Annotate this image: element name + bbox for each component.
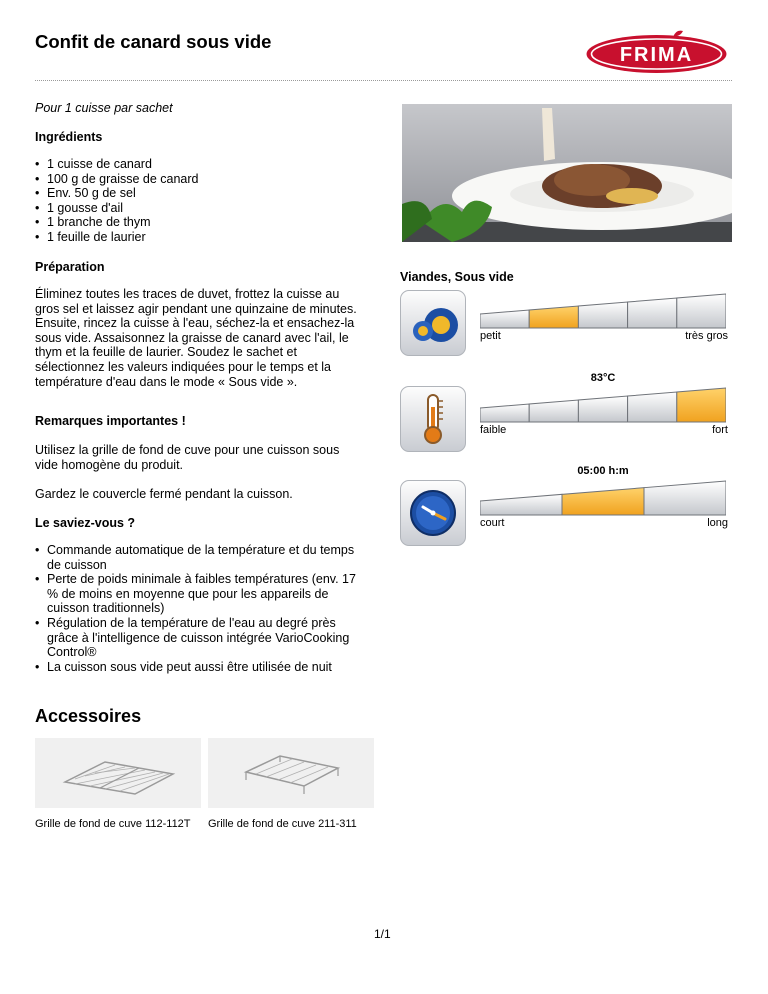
scale-max-label: fort	[712, 424, 728, 436]
temperature-value: 83°C	[590, 372, 616, 384]
list-item: • 1 feuille de laurier	[35, 230, 365, 245]
page-number: 1/1	[374, 927, 391, 941]
bar-segment	[480, 494, 562, 515]
page-title: Confit de canard sous vide	[35, 31, 272, 52]
remarks-paragraph: Gardez le couvercle fermé pendant la cuisson.	[35, 487, 293, 501]
grid-rack-image	[35, 738, 201, 808]
scale-max-label: long	[707, 517, 728, 529]
bar-segment-active	[677, 388, 726, 422]
grid-basket-image	[208, 738, 374, 808]
bar-segment	[628, 298, 677, 328]
scale-min-label: court	[480, 517, 505, 529]
dish-photo	[402, 104, 732, 242]
accessory-caption: Grille de fond de cuve 211-311	[208, 818, 357, 830]
bar-segment	[480, 310, 529, 328]
tips-heading: Le saviez-vous ?	[35, 516, 136, 530]
remarks-heading: Remarques importantes !	[35, 414, 186, 428]
bar-segment	[677, 294, 726, 328]
remarks-paragraph: Utilisez la grille de fond de cuve pour une cuisson sous vide homogène du produit.	[35, 443, 340, 472]
preparation-heading: Préparation	[35, 260, 105, 274]
time-value: 05:00 h:m	[577, 465, 629, 477]
bar-segment	[578, 396, 627, 422]
tips-list	[35, 543, 365, 674]
list-item: • Env. 50 g de sel	[35, 186, 365, 201]
list-item: • 100 g de graisse de canard	[35, 172, 365, 187]
bar-segment	[529, 400, 578, 422]
bar-segment	[480, 404, 529, 422]
bar-segment	[578, 302, 627, 328]
bar-segment	[628, 392, 677, 422]
list-item: • 1 branche de thym	[35, 215, 365, 230]
frima-logo	[585, 28, 728, 74]
bar-segment-active	[529, 306, 578, 328]
temperature-bar	[480, 386, 726, 423]
thermometer-icon	[400, 386, 466, 452]
list-item: • Commande automatique de la température et du temps de cuisson	[35, 543, 365, 572]
list-item: • La cuisson sous vide peut aussi être utilisée de nuit	[35, 660, 365, 675]
portion-text: Pour 1 cuisse par sachet	[35, 101, 173, 115]
ingredients-list	[35, 157, 365, 245]
svg-text:FRIMA: FRIMA	[619, 44, 694, 66]
scale-max-label: très gros	[685, 330, 728, 342]
bar-segment-active	[562, 488, 644, 515]
ingredients-heading: Ingrédients	[35, 130, 103, 144]
bar-segment	[644, 481, 726, 515]
accessories-heading: Accessoires	[35, 706, 142, 726]
clock-icon	[400, 480, 466, 546]
list-item: • 1 cuisse de canard	[35, 157, 365, 172]
list-item: • Perte de poids minimale à faibles températures (env. 17 % de moins en moyenne que pour les appareils de cuisson traditionnels)	[35, 572, 365, 616]
food-size-icon	[400, 290, 466, 356]
preparation-text: Éliminez toutes les traces de duvet, frottez la cuisse au gros sel et laissez agir pendant une quinzaine de minutes. Ensuite, rincez la cuisse à l'eau, séchez-la et ensachez-la sous vide. Assaisonnez la graisse de canard avec l'ail, le thym et la feuille de laurier. Soudez le sachet et sélectionnez les valeurs indiquées pour le temps et la température d'eau dans le mode « Sous vide ».	[35, 287, 357, 389]
scale-min-label: faible	[480, 424, 507, 436]
program-heading: Viandes, Sous vide	[400, 270, 514, 284]
header-divider	[35, 80, 732, 81]
list-item: • Régulation de la température de l'eau au degré près grâce à l'intelligence de cuisson intégrée VarioCooking Control®	[35, 616, 365, 660]
list-item: • 1 gousse d'ail	[35, 201, 365, 216]
accessory-caption: Grille de fond de cuve 112-112T	[35, 818, 191, 830]
food-size-bar	[480, 292, 726, 329]
scale-min-label: petit	[480, 330, 501, 342]
time-bar	[480, 479, 726, 516]
